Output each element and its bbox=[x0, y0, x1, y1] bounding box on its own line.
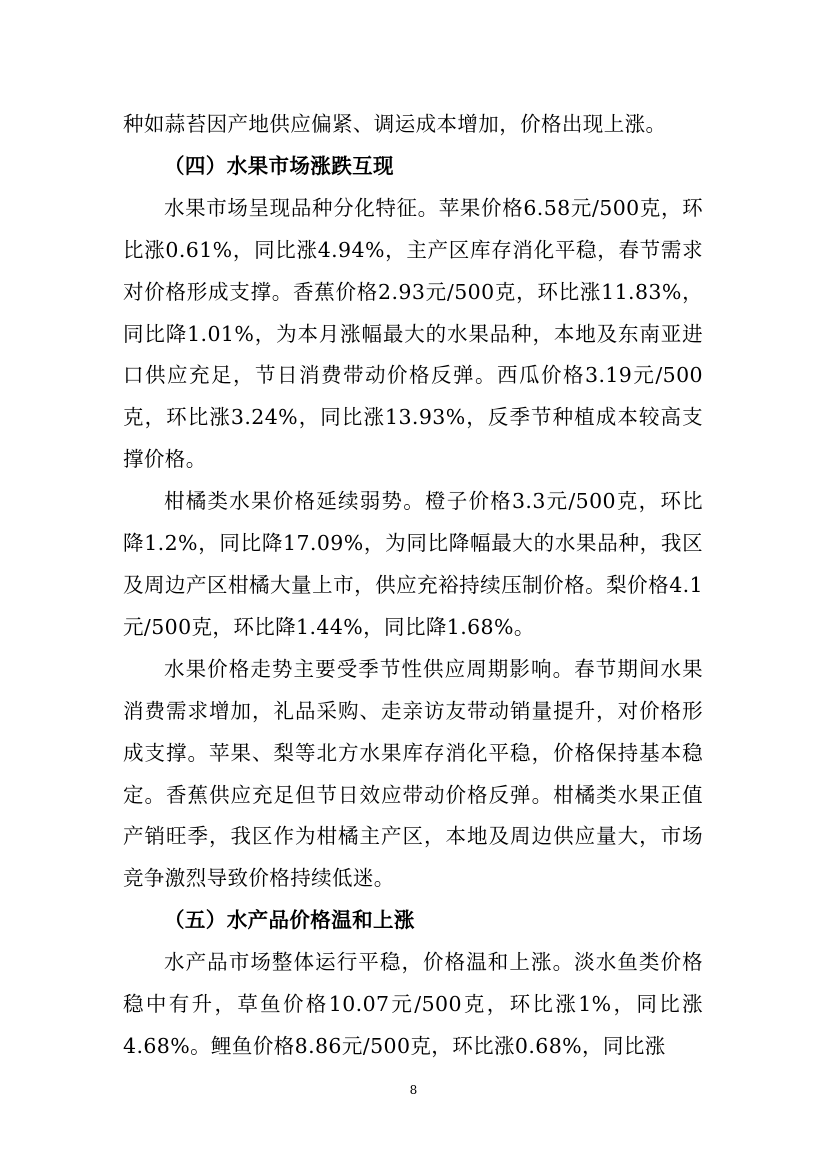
page-number: 8 bbox=[409, 1083, 418, 1097]
section-heading-fruit-market: （四）水果市场涨跌互现 bbox=[164, 153, 394, 178]
paragraph-fruit-trend: 水果价格走势主要受季节性供应周期影响。春节期间水果消费需求增加，礼品采购、走亲访友带动销量提升，对价格形成支撑。苹果、梨等北方水果库存消化平稳，价格保持基本稳定。香蕉供应充足但节日效应带动价格反弹。柑橘类水果正值产销旺季，我区作为柑橘主产区，本地及周边供应量大，市场竞争激烈导致价格持续低迷。 bbox=[123, 656, 703, 891]
document-body bbox=[123, 104, 703, 1068]
paragraph-citrus-prices: 柑橘类水果价格延续弱势。橙子价格3.3元/500克，环比降1.2%，同比降17.09%，为同比降幅最大的水果品种，我区及周边产区柑橘大量上市，供应充裕持续压制价格。梨价格4.1元/500克，环比降1.44%，同比降1.68%。 bbox=[123, 489, 703, 639]
paragraph-fruit-differentiation: 水果市场呈现品种分化特征。苹果价格6.58元/500克，环比涨0.61%，同比涨4.94%，主产区库存消化平稳，春节需求对价格形成支撑。香蕉价格2.93元/500克，环比涨11.83%，同比降1.01%，为本月涨幅最大的水果品种，本地及东南亚进口供应充足，节日消费带动价格反弹。西瓜价格3.19元/500克，环比涨3.24%，同比涨13.93%，反季节种植成本较高支撑价格。 bbox=[123, 195, 703, 472]
paragraph-aquatic-market: 水产品市场整体运行平稳，价格温和上涨。淡水鱼类价格稳中有升，草鱼价格10.07元/500克，环比涨1%，同比涨4.68%。鲤鱼价格8.86元/500克，环比涨0.68%，同比涨 bbox=[123, 950, 703, 1058]
section-heading-aquatic-products: （五）水产品价格温和上涨 bbox=[164, 908, 415, 933]
paragraph-continuation: 种如蒜苔因产地供应偏紧、调运成本增加，价格出现上涨。 bbox=[123, 112, 667, 136]
